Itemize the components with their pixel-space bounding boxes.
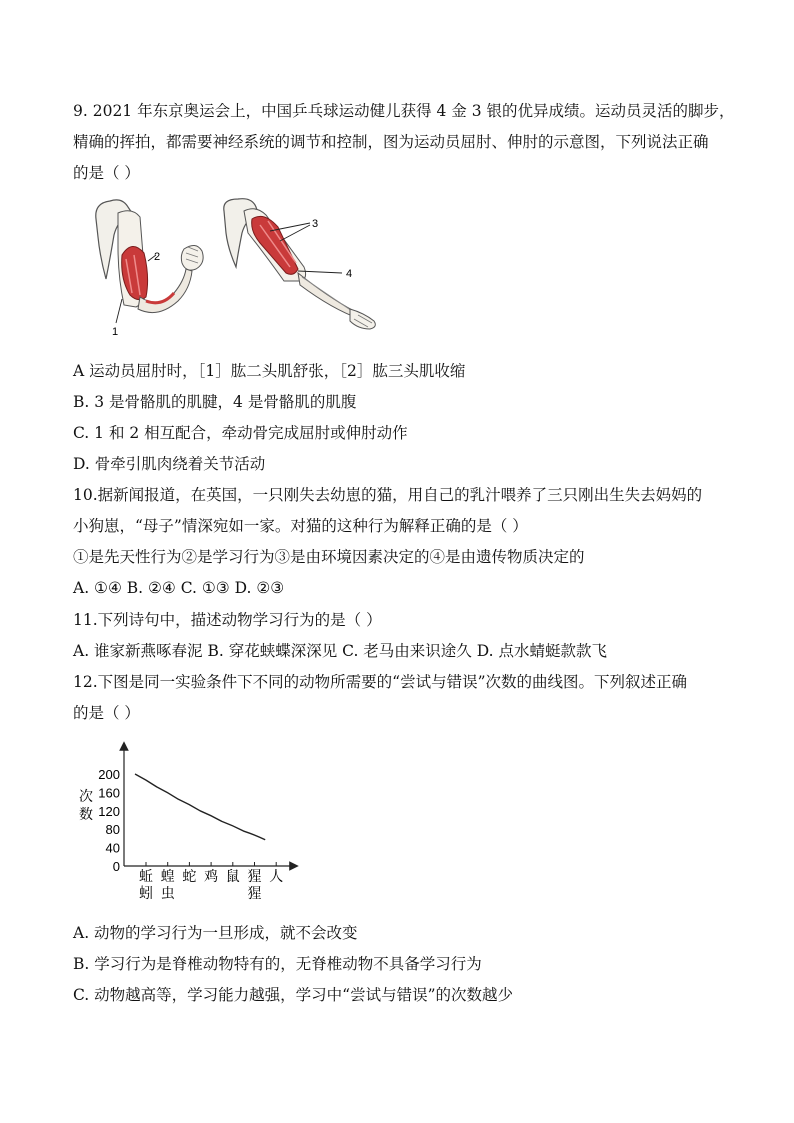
y-axis-label: [79, 788, 93, 822]
q9-option-c: C. 1 和 2 相互配合，牵动骨完成屈肘或伸肘动作: [73, 424, 408, 442]
x-tick-label: 鸡: [204, 868, 219, 884]
x-tick-label: 蝗: [160, 868, 175, 884]
x-tick-label: 人: [269, 868, 284, 884]
q10-statements: ①是先天性行为②是学习行为③是由环境因素决定的④是由遗传物质决定的: [73, 548, 585, 566]
extended-arm-illustration: [224, 199, 376, 329]
q9-option-d: D. 骨牵引肌肉绕着关节活动: [73, 455, 266, 473]
label-1: 1: [112, 326, 119, 338]
label-4: 4: [346, 268, 353, 280]
x-tick-label: 鼠: [225, 868, 240, 884]
x-tick-label: 蚯: [139, 868, 153, 884]
trial-and-error-chart: [74, 738, 314, 908]
q10-options: A. ①④ B. ②④ C. ①③ D. ②③: [73, 579, 285, 597]
y-tick-label: 40: [105, 840, 120, 856]
y-axis-label-char: 次: [79, 788, 93, 804]
q9-option-a: A 运动员屈肘时，［1］肱二头肌舒张，［2］肱三头肌收缩: [73, 362, 466, 380]
q12-option-a: A. 动物的学习行为一旦形成，就不会改变: [73, 924, 358, 942]
q9-stem-line-3: 的是（ ）: [73, 164, 140, 182]
q10-stem-line-1: 10.据新闻报道，在英国，一只刚失去幼崽的猫，用自己的乳汁喂养了三只刚出生失去妈妈的: [73, 486, 703, 504]
flexed-arm-illustration: [96, 200, 203, 338]
q12-option-b: B. 学习行为是脊椎动物特有的，无脊椎动物不具备学习行为: [73, 955, 482, 973]
q12-option-c: C. 动物越高等，学习能力越强，学习中“尝试与错误”的次数越少: [73, 986, 514, 1004]
y-tick-label: 200: [98, 767, 120, 782]
x-tick-label: 蛇: [182, 868, 197, 884]
label-2: 2: [154, 251, 161, 263]
q11-stem: 11.下列诗句中，描述动物学习行为的是（ ）: [73, 611, 382, 629]
label-3: 3: [312, 218, 319, 230]
q9-stem-line-2: 精确的挥拍，都需要神经系统的调节和控制，图为运动员屈肘、伸肘的示意图，下列说法正确: [73, 133, 709, 151]
y-axis-label-char: 数: [79, 806, 93, 822]
x-tick-label: 猩: [247, 868, 262, 884]
q11-options: A. 谁家新燕啄春泥 B. 穿花蛱蝶深深见 C. 老马由来识途久 D. 点水蜻蜓款款飞: [73, 642, 607, 660]
y-tick-label: 120: [98, 803, 120, 819]
q9-option-b: B. 3 是骨骼肌的肌腱，4 是骨骼肌的肌腹: [73, 393, 357, 411]
y-tick-label: 160: [98, 785, 120, 801]
arm-flexion-extension-figure: [88, 197, 388, 345]
q12-stem-line-1: 12.下图是同一实验条件下不同的动物所需要的“尝试与错误”次数的曲线图。下列叙述正确: [73, 673, 688, 691]
series-line: [135, 774, 265, 840]
y-tick-label: 0: [112, 859, 120, 874]
q9-stem-line-1: 9. 2021 年东京奥运会上，中国乒乓球运动健儿获得 4 金 3 银的优异成绩。运动员灵活的脚步，: [73, 102, 735, 120]
x-tick-label: 虫: [160, 885, 175, 901]
y-tick-label: 80: [105, 822, 120, 838]
x-tick-label: 蚓: [139, 885, 153, 901]
q12-stem-line-2: 的是（ ）: [73, 704, 140, 722]
x-tick-label: 猩: [247, 885, 262, 901]
q10-stem-line-2: 小狗崽，“母子”情深宛如一家。对猫的这种行为解释正确的是（ ）: [73, 517, 528, 535]
